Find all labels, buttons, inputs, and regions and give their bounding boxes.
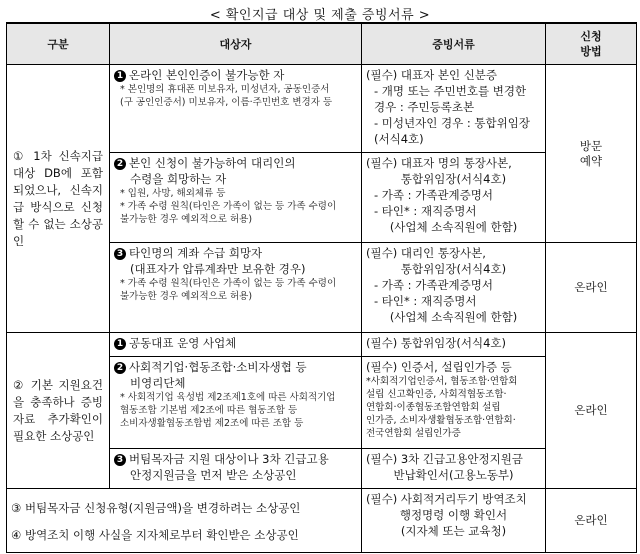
documents-cell: (필수) 사회적거리두기 방역조치 행정명령 이행 확인서 (지자체 또는 교육청) — [362, 489, 546, 553]
requirements-table — [6, 22, 637, 553]
table-row — [7, 333, 637, 357]
number-badge: 3 — [114, 454, 126, 466]
number-badge: 1 — [114, 338, 126, 350]
header-method: 신청 방법 — [546, 23, 637, 65]
method-cell: 온라인 — [546, 333, 637, 489]
documents-cell: (필수) 인증서, 설립인가증 등 *사회적기업인증서, 협동조합·연합회 설립 신고확인증, 사회적협동조합· 연합회·이종협동조합연합회 설립 인가증, 소비자생활협동조합·연합회· 전국연합회 설립인가증 — [362, 357, 546, 449]
documents-cell: (필수) 통합위임장(서식4호) — [362, 333, 546, 357]
table-row — [7, 65, 637, 153]
method-cell: 방문 예약 — [546, 65, 637, 243]
target-cell: 2 사회적기업·협동조합·소비자생협 등 비영리단체 * 사회적기업 육성법 제2조제1호에 따른 사회적기업 협동조합 기본법 제2조에 따른 협동조합 등 소비자생활협동조합법 제2조에 따른 조합 등 — [110, 357, 362, 449]
documents-cell: (필수) 대표자 명의 통장사본, 통합위임장(서식4호) - 가족 : 가족관계증명서 - 타인* : 재직증명서 (사업체 소속직원에 한함) — [362, 153, 546, 243]
number-badge: 3 — [114, 248, 126, 260]
category-cell: ① 1차 신속지급 대상 DB에 포함되었으나, 신속지급 방식으로 신청할 수 없는 소상공인 — [7, 65, 110, 333]
method-cell: 온라인 — [546, 243, 637, 333]
number-badge: 2 — [114, 362, 126, 374]
page-title: < 확인지급 대상 및 제출 증빙서류 > — [209, 8, 431, 23]
target-cell: 2 본인 신청이 불가능하여 대리인의 수령을 희망하는 자 * 입원, 사망, 해외체류 등 * 가족 수령 원칙(타인은 가족이 없는 등 가족 수령이 불가능한 경우 예외적으로 허용) — [110, 153, 362, 243]
number-badge: 1 — [114, 70, 126, 82]
table-row — [7, 489, 637, 553]
documents-cell: (필수) 3차 긴급고용안정지원금 반납확인서(고용노동부) — [362, 449, 546, 489]
header-category: 구분 — [7, 23, 110, 65]
number-badge: 2 — [114, 158, 126, 170]
target-cell: 1 온라인 본인인증이 불가능한 자 * 본인명의 휴대폰 미보유자, 미성년자, 공동인증서 (구 공인인증서) 미보유자, 이름·주민번호 변경자 등 — [110, 65, 362, 153]
header-documents: 증빙서류 — [362, 23, 546, 65]
method-cell: 온라인 — [546, 489, 637, 553]
target-cell: ③ 버팀목자금 신청유형(지원금액)을 변경하려는 소상공인 ④ 방역조치 이행 사실을 지자체로부터 확인받은 소상공인 — [7, 489, 362, 553]
target-cell: 3 버팀목자금 지원 대상이나 3차 긴급고용 안정지원금을 먼저 받은 소상공인 — [110, 449, 362, 489]
header-target: 대상자 — [110, 23, 362, 65]
category-cell: ② 기본 지원요건을 충족하나 증빙자료 추가확인이 필요한 소상공인 — [7, 333, 110, 489]
target-cell: 1 공동대표 운영 사업체 — [110, 333, 362, 357]
target-cell: 3 타인명의 계좌 수급 희망자 (대표자가 압류계좌만 보유한 경우) * 가족 수령 원칙(타인은 가족이 없는 등 가족 수령이 불가능한 경우 예외적으로 허용) — [110, 243, 362, 333]
documents-cell: (필수) 대표자 본인 신분증 - 개명 또는 주민번호를 변경한 경우 : 주민등록초본 - 미성년자인 경우 : 통합위임장 (서식4호) — [362, 65, 546, 153]
documents-cell: (필수) 대리인 통장사본, 통합위임장(서식4호) - 가족 : 가족관계증명서 - 타인* : 재직증명서 (사업체 소속직원에 한함) — [362, 243, 546, 333]
table-header-row — [7, 23, 637, 65]
